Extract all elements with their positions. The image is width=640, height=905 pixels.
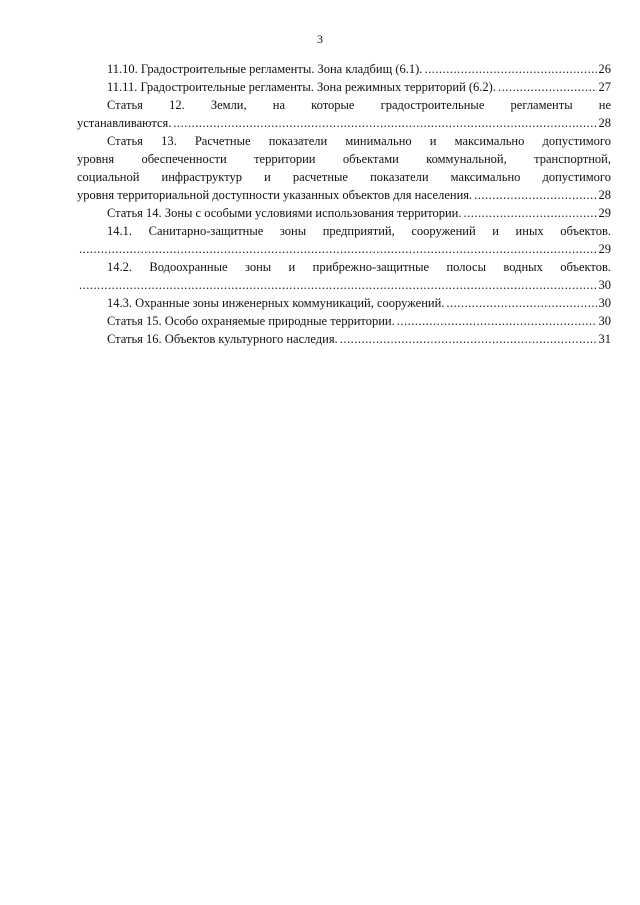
toc-entry-title: 11.10. Градостроительные регламенты. Зона кладбищ (6.1). (107, 62, 423, 76)
toc-entry-article-15[interactable] (77, 312, 611, 330)
dot-leader (464, 204, 597, 222)
toc-entry-title-line: Статья 13. Расчетные показатели минимально и максимально допустимого (107, 134, 611, 148)
toc-entry-article-12[interactable] (77, 96, 611, 132)
toc-entry-article-13[interactable] (77, 132, 611, 204)
toc-entry-title: Статья 16. Объектов культурного наследия. (107, 332, 338, 346)
toc-entry-page: 27 (598, 80, 611, 94)
toc-entry-article-16[interactable] (77, 330, 611, 348)
toc-entry-page: 30 (598, 314, 611, 328)
dot-leader (424, 60, 596, 78)
toc-entry-title-line: уровня территориальной доступности указанных объектов для населения. (77, 188, 473, 202)
dot-leader (173, 114, 596, 132)
toc-entry-14-3[interactable] (77, 294, 611, 312)
toc-entry-article-14[interactable] (77, 204, 611, 222)
toc-entry-14-2[interactable] (77, 258, 611, 294)
dot-leader (79, 276, 597, 294)
table-of-contents (77, 60, 611, 348)
dot-leader (498, 78, 597, 96)
dot-leader (446, 294, 596, 312)
toc-entry-title-line: социальной инфраструктур и расчетные показатели максимально допустимого (77, 170, 611, 184)
toc-entry-page: 28 (598, 116, 611, 130)
toc-entry-title: 14.3. Охранные зоны инженерных коммуникаций, сооружений. (107, 296, 445, 310)
dot-leader (397, 312, 597, 330)
dot-leader (474, 186, 596, 204)
toc-entry-page: 26 (598, 62, 611, 76)
dot-leader (340, 330, 597, 348)
toc-entry-page: 30 (598, 278, 611, 292)
toc-entry-title-line: Статья 12. Земли, на которые градостроительные регламенты не (107, 98, 611, 112)
toc-entry-11-10[interactable] (77, 60, 611, 78)
toc-entry-page: 29 (598, 206, 611, 220)
toc-entry-14-1[interactable] (77, 222, 611, 258)
toc-entry-title-line: уровня обеспеченности территории объектами коммунальной, транспортной, (77, 152, 611, 166)
toc-entry-title: Статья 14. Зоны с особыми условиями использования территории. (107, 206, 462, 220)
toc-entry-title-line: 14.1. Санитарно-защитные зоны предприятий, сооружений и иных объектов. (107, 224, 611, 238)
toc-entry-11-11[interactable] (77, 78, 611, 96)
toc-entry-page: 31 (598, 332, 611, 346)
toc-entry-title: Статья 15. Особо охраняемые природные территории. (107, 314, 395, 328)
toc-entry-page: 29 (598, 242, 611, 256)
dot-leader (79, 240, 597, 258)
page-number: 3 (317, 32, 323, 46)
toc-entry-title: 11.11. Градостроительные регламенты. Зона режимных территорий (6.2). (107, 80, 496, 94)
toc-entry-title-line: устанавливаются. (77, 116, 172, 130)
toc-entry-title-line: 14.2. Водоохранные зоны и прибрежно-защитные полосы водных объектов. (107, 260, 611, 274)
toc-entry-page: 30 (598, 296, 611, 310)
toc-entry-page: 28 (598, 188, 611, 202)
